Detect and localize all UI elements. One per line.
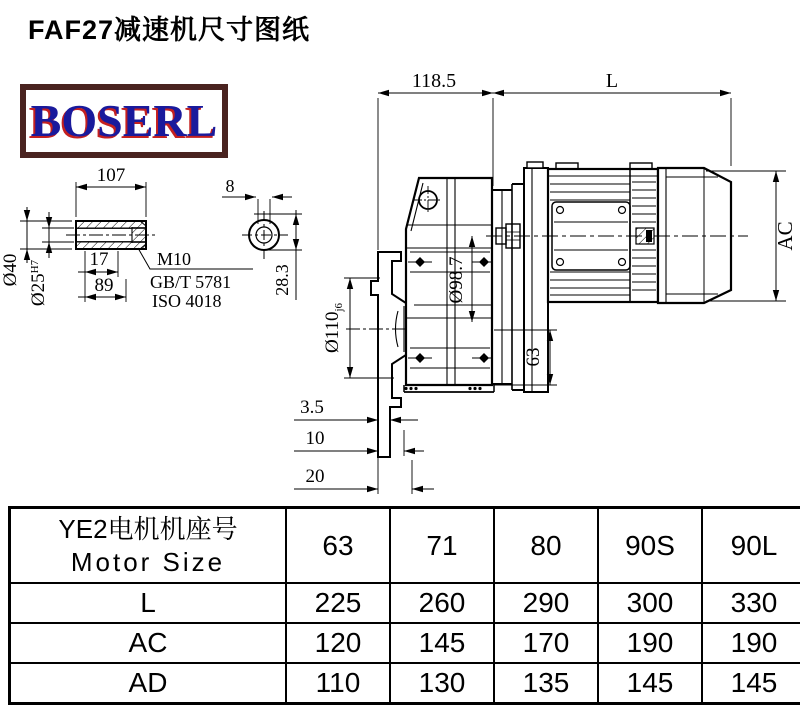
dim-89-label: 89 [94, 275, 114, 296]
dim-17-label: 17 [89, 249, 109, 270]
dim-AC-label: AC [773, 221, 797, 251]
boserl-logo-text: BOSERL [30, 95, 218, 146]
dim-107-label: 107 [96, 165, 126, 186]
dia-110-label: $Ø110_{j6}$ [322, 302, 345, 354]
L-value-2: 290 [494, 583, 598, 623]
size-63: 63 [286, 508, 390, 584]
dim-118-5-label: 118.5 [411, 70, 457, 92]
size-80: 80 [494, 508, 598, 584]
dia-25-label: $Ø25^{H7}$ [28, 259, 49, 307]
dia-98-7-label: Ø98.7 [446, 256, 467, 304]
L-value-1: 260 [390, 583, 494, 623]
AD-value-1: 130 [390, 663, 494, 703]
AD-value-3: 145 [598, 663, 702, 703]
table-row-AC [10, 623, 800, 663]
dia-40-label: Ø40 [0, 253, 21, 287]
AC-value-4: 190 [702, 623, 800, 663]
table-header-row [10, 508, 800, 584]
dim-3-5-label: 3.5 [300, 397, 324, 418]
size-71: 71 [390, 508, 494, 584]
AC-value-0: 120 [286, 623, 390, 663]
table-row-L [10, 583, 800, 623]
dim-20-label: 20 [305, 466, 325, 487]
AD-value-4: 145 [702, 663, 800, 703]
dim-63-label: 63 [523, 347, 544, 367]
row-label-AC: AC [10, 623, 287, 663]
thread-callout-iso: ISO 4018 [152, 291, 222, 311]
dim-8-label: 8 [225, 176, 235, 196]
thread-callout-gbt: GB/T 5781 [150, 272, 232, 292]
dim-28-3-label: 28.3 [272, 264, 292, 296]
L-value-4: 330 [702, 583, 800, 623]
thread-callout-m10: M10 [157, 249, 192, 269]
AD-value-2: 135 [494, 663, 598, 703]
size-90s: 90S [598, 508, 702, 584]
AD-value-0: 110 [286, 663, 390, 703]
L-value-3: 300 [598, 583, 702, 623]
dim-L-label: L [605, 70, 619, 92]
dim-10-label: 10 [305, 428, 325, 449]
L-value-0: 225 [286, 583, 390, 623]
size-90l: 90L [702, 508, 800, 584]
motor-adapter [492, 184, 524, 390]
shaft-section-view [66, 221, 156, 249]
row-label-L: L [10, 583, 287, 623]
motor-size-header [10, 508, 287, 584]
AC-value-2: 170 [494, 623, 598, 663]
motor-size-header-cn: YE2电机机座号 [58, 514, 238, 544]
AC-value-3: 190 [598, 623, 702, 663]
motor-body [548, 163, 658, 302]
AC-value-1: 145 [390, 623, 494, 663]
page-title: FAF27减速机尺寸图纸 [28, 15, 311, 45]
table-row-AD [10, 663, 800, 703]
motor-dimension-table [8, 506, 800, 705]
row-label-AD: AD [10, 663, 287, 703]
motor-size-header-en: Motor Size [70, 546, 226, 577]
